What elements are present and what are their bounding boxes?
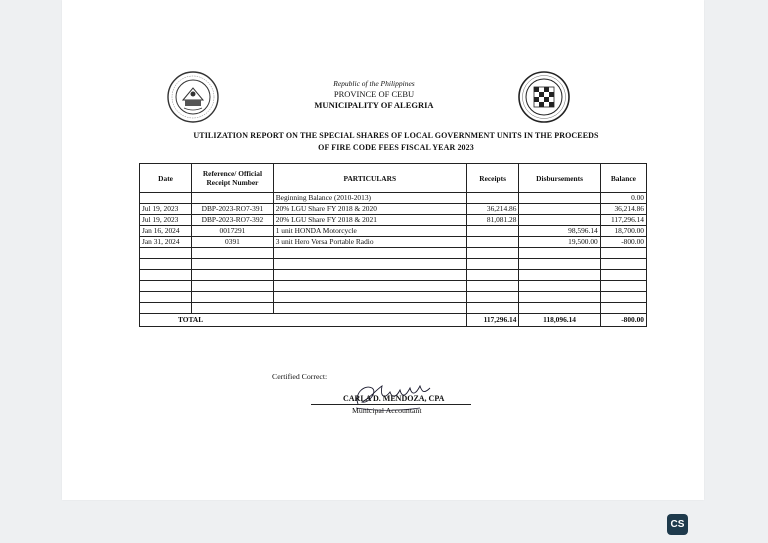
utilization-table — [139, 163, 647, 327]
cell-date: Jan 31, 2024 — [140, 237, 192, 248]
col-header-receipts: Receipts — [466, 164, 519, 193]
cell-reference — [192, 193, 274, 204]
table-row — [140, 193, 647, 204]
cell-disbursements — [519, 193, 600, 204]
cell-disbursements: 98,596.14 — [519, 226, 600, 237]
cell-balance: -800.00 — [600, 237, 646, 248]
total-receipts: 117,296.14 — [466, 314, 519, 327]
cell-particulars: 20% LGU Share FY 2018 & 2020 — [273, 204, 466, 215]
cell-balance: 18,700.00 — [600, 226, 646, 237]
cell-date: Jan 16, 2024 — [140, 226, 192, 237]
cell-particulars: 1 unit HONDA Motorcycle — [273, 226, 466, 237]
signatory-name: CARLA D. MENDOZA, CPA — [343, 394, 445, 403]
cell-balance: 36,214.86 — [600, 204, 646, 215]
cell-disbursements — [519, 204, 600, 215]
camscanner-logo-icon[interactable]: CS — [667, 514, 688, 535]
total-row — [140, 314, 647, 327]
empty-table-row — [140, 259, 647, 270]
municipality-line: MUNICIPALITY OF ALEGRIA — [314, 100, 434, 110]
cell-reference: 0391 — [192, 237, 274, 248]
cell-receipts — [466, 237, 519, 248]
report-title-line-2: OF FIRE CODE FEES FISCAL YEAR 2023 — [318, 143, 474, 152]
col-header-particulars: PARTICULARS — [273, 164, 466, 193]
cell-reference: DBP-2023-RO7-391 — [192, 204, 274, 215]
cell-reference: 0017291 — [192, 226, 274, 237]
report-title — [176, 130, 616, 154]
republic-line: Republic of the Philippines — [333, 79, 415, 88]
empty-table-row — [140, 292, 647, 303]
table-row — [140, 204, 647, 215]
cell-receipts — [466, 226, 519, 237]
cell-date: Jul 19, 2023 — [140, 204, 192, 215]
cell-disbursements: 19,500.00 — [519, 237, 600, 248]
cell-receipts: 36,214.86 — [466, 204, 519, 215]
municipality-seal-icon — [166, 70, 220, 124]
table-row — [140, 215, 647, 226]
cell-balance: 117,296.14 — [600, 215, 646, 226]
certified-correct-label: Certified Correct: — [272, 372, 328, 381]
province-line: PROVINCE OF CEBU — [333, 89, 415, 99]
signatory-position: Municipal Accountant — [352, 406, 422, 415]
cell-particulars: 3 unit Hero Versa Portable Radio — [273, 237, 466, 248]
total-disbursements: 118,096.14 — [519, 314, 600, 327]
total-label: TOTAL — [140, 314, 467, 327]
letterhead — [294, 78, 454, 111]
cell-particulars: 20% LGU Share FY 2018 & 2021 — [273, 215, 466, 226]
table-row — [140, 237, 647, 248]
cell-disbursements — [519, 215, 600, 226]
province-seal-icon — [517, 70, 571, 124]
table-header-row — [140, 164, 647, 193]
col-header-balance: Balance — [600, 164, 646, 193]
col-header-reference: Reference/ Official Receipt Number — [192, 164, 274, 193]
empty-table-row — [140, 303, 647, 314]
cell-date — [140, 193, 192, 204]
cell-date: Jul 19, 2023 — [140, 215, 192, 226]
cell-reference: DBP-2023-RO7-392 — [192, 215, 274, 226]
table-row — [140, 226, 647, 237]
cell-receipts — [466, 193, 519, 204]
cell-particulars: Beginning Balance (2010-2013) — [273, 193, 466, 204]
empty-table-row — [140, 248, 647, 259]
col-header-disbursements: Disbursements — [519, 164, 600, 193]
cell-balance: 0.00 — [600, 193, 646, 204]
empty-table-row — [140, 270, 647, 281]
total-balance: -800.00 — [600, 314, 646, 327]
signature-line — [311, 404, 471, 405]
col-header-date: Date — [140, 164, 192, 193]
cell-receipts: 81,081.28 — [466, 215, 519, 226]
report-title-line-1: UTILIZATION REPORT ON THE SPECIAL SHARES OF LOCAL GOVERNMENT UNITS IN THE PROCEEDS — [193, 131, 599, 140]
empty-table-row — [140, 281, 647, 292]
